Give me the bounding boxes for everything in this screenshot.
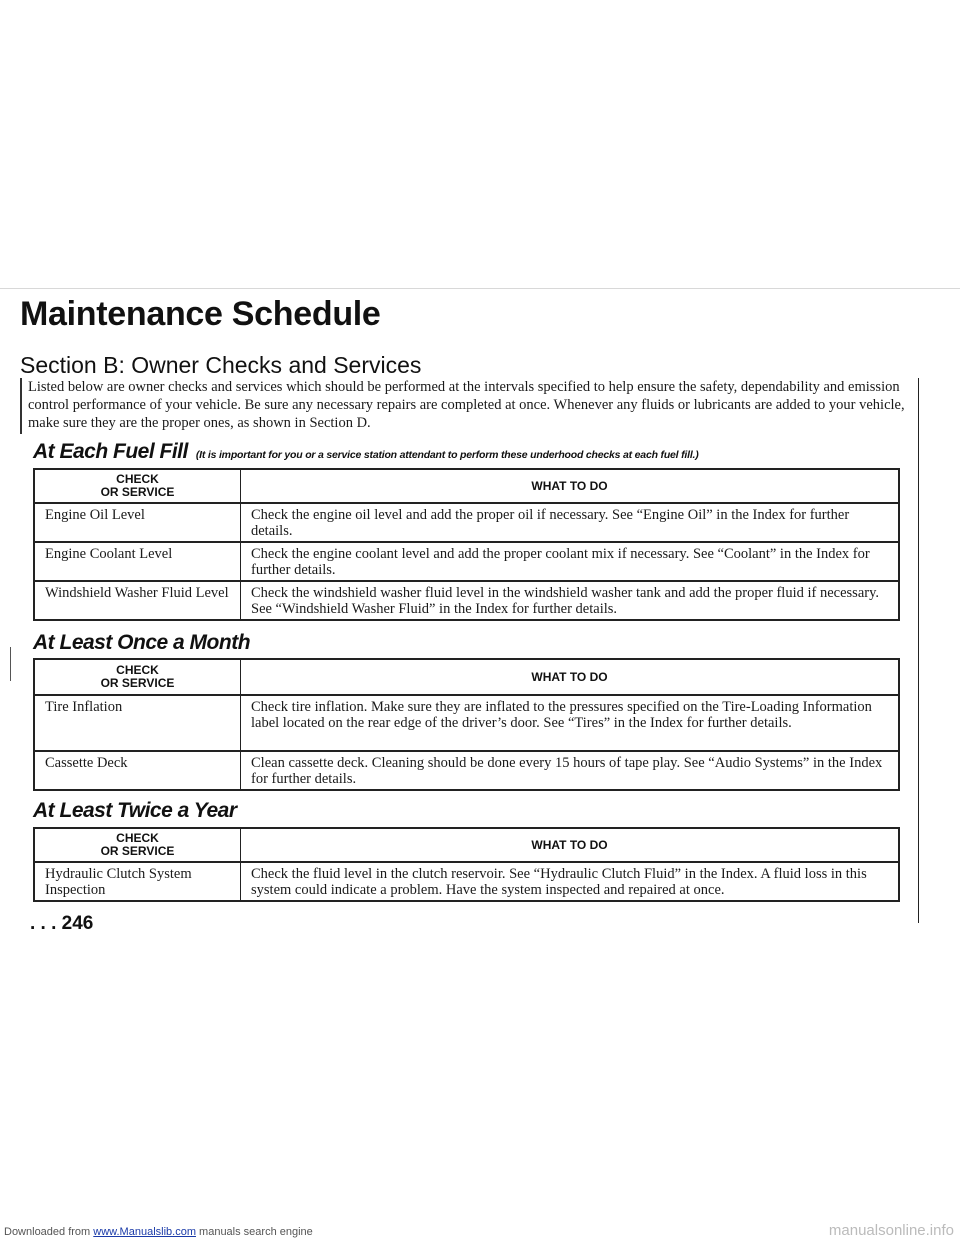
what-cell: Check the engine coolant level and add the proper coolant mix if necessary. See “Coolant” in the Index for further details. [241, 542, 900, 581]
watermark-text: manualsonline.info [828, 1222, 954, 1239]
manualslib-link[interactable]: www.Manualslib.com [93, 1226, 196, 1238]
page-top-rule [0, 288, 960, 289]
what-cell: Clean cassette deck. Cleaning should be done every 15 hours of tape play. See “Audio Systems” in the Index for further details. [251, 755, 883, 787]
check-cell: Windshield Washer Fluid Level [34, 581, 241, 620]
footer-suffix: manuals search engine [195, 1226, 313, 1238]
table-header-row [34, 469, 899, 503]
table-row [34, 503, 899, 542]
section-heading-once-a-month: At Least Once a Month [33, 631, 251, 654]
check-cell: Engine Coolant Level [34, 542, 241, 581]
section-heading-fuel-fill [33, 440, 699, 464]
left-margin-mark [10, 647, 11, 681]
column-header-what: WHAT TO DO [241, 828, 900, 862]
table-header-row [34, 659, 899, 695]
section-heading-note: (It is important for you or a service station attendant to perform these underhood checks at each fuel fill.) [195, 449, 699, 461]
table-row [34, 862, 899, 901]
table-header-row [34, 828, 899, 862]
table-row [34, 751, 899, 790]
margin-bar [20, 378, 22, 434]
column-header-what: WHAT TO DO [241, 659, 900, 695]
section-heading-label: At Each Fuel Fill [33, 440, 188, 463]
page-number: . . . 246 [30, 913, 94, 934]
section-title: Section B: Owner Checks and Services [20, 352, 422, 378]
intro-paragraph: Listed below are owner checks and services which should be performed at the intervals specified to help ensure the safety, dependability and emission control performance of your vehicle. Be sure any necessary repairs are completed at once. Whenever any fluids or lubricants are added to your vehicle, make sure they are the proper ones, as shown in Section D. [28, 379, 905, 431]
what-cell: Check the windshield washer fluid level in the windshield washer tank and add the proper fluid if necessary. See “Windshield Washer Fluid” in the Index for further details. [251, 585, 880, 617]
table-row [34, 542, 899, 581]
twice-yearly-table [33, 827, 900, 902]
footer-prefix: Downloaded from [4, 1226, 94, 1238]
check-cell: Hydraulic Clutch System Inspection [34, 862, 241, 901]
what-cell: Check the engine oil level and add the proper oil if necessary. See “Engine Oil” in the Index for further details. [241, 503, 900, 542]
check-cell: Engine Oil Level [34, 503, 241, 542]
check-cell: Tire Inflation [34, 695, 241, 751]
fuel-fill-table [33, 468, 900, 621]
what-cell: Check tire inflation. Make sure they are inflated to the pressures specified on the Tire-Loading Information label located on the rear edge of the driver’s door. See “Tires” in the Index for further details. [241, 695, 900, 751]
check-cell: Cassette Deck [34, 751, 241, 790]
column-header-check: CHECK OR SERVICE [34, 469, 241, 503]
monthly-table [33, 658, 900, 791]
column-header-check: CHECK OR SERVICE [34, 828, 241, 862]
right-margin-line [918, 378, 919, 923]
column-header-check: CHECK OR SERVICE [34, 659, 241, 695]
download-footer [4, 1226, 313, 1238]
table-row [34, 581, 899, 620]
section-heading-twice-a-year: At Least Twice a Year [33, 799, 237, 822]
table-row [34, 695, 899, 751]
page-title: Maintenance Schedule [20, 295, 381, 333]
column-header-what: WHAT TO DO [241, 469, 900, 503]
what-cell: Check the fluid level in the clutch reservoir. See “Hydraulic Clutch Fluid” in the Index. A fluid loss in this system could indicate a problem. Have the system inspected and repaired at once. [251, 866, 867, 898]
